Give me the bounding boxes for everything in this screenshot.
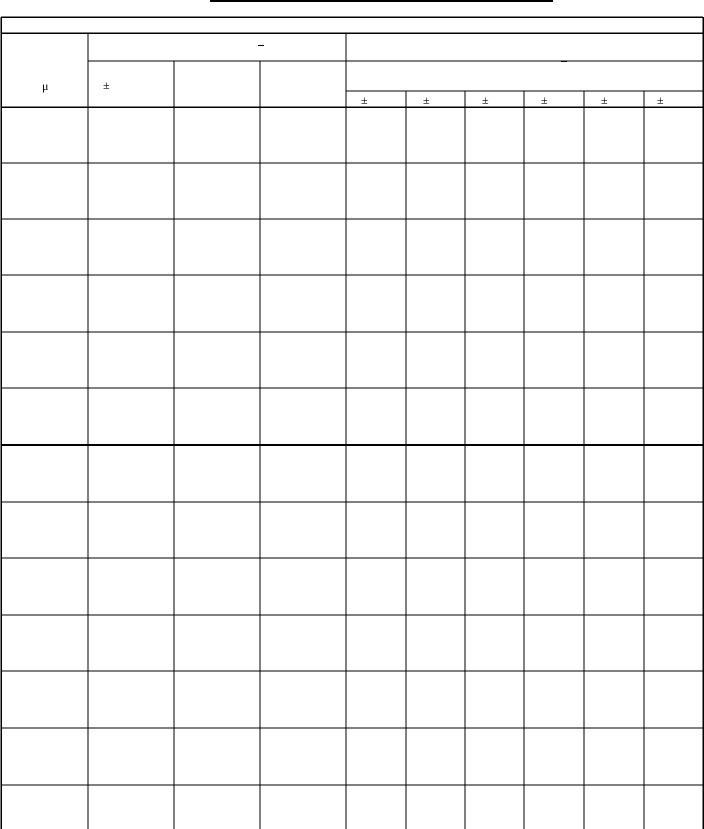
mu-symbol: μ <box>42 79 49 93</box>
group-a-plus-minus: ± <box>103 78 110 92</box>
group-b-col-5-symbol: ± <box>601 93 608 107</box>
group-b-col-2-symbol: ± <box>423 93 430 107</box>
group-b-col-4-symbol: ± <box>541 93 548 107</box>
group-a-header-mark <box>258 45 264 46</box>
group-b-col-1-symbol: ± <box>361 93 368 107</box>
group-b-col-6-symbol: ± <box>657 93 664 107</box>
group-b-header-mark <box>561 61 567 62</box>
group-b-col-3-symbol: ± <box>482 93 489 107</box>
